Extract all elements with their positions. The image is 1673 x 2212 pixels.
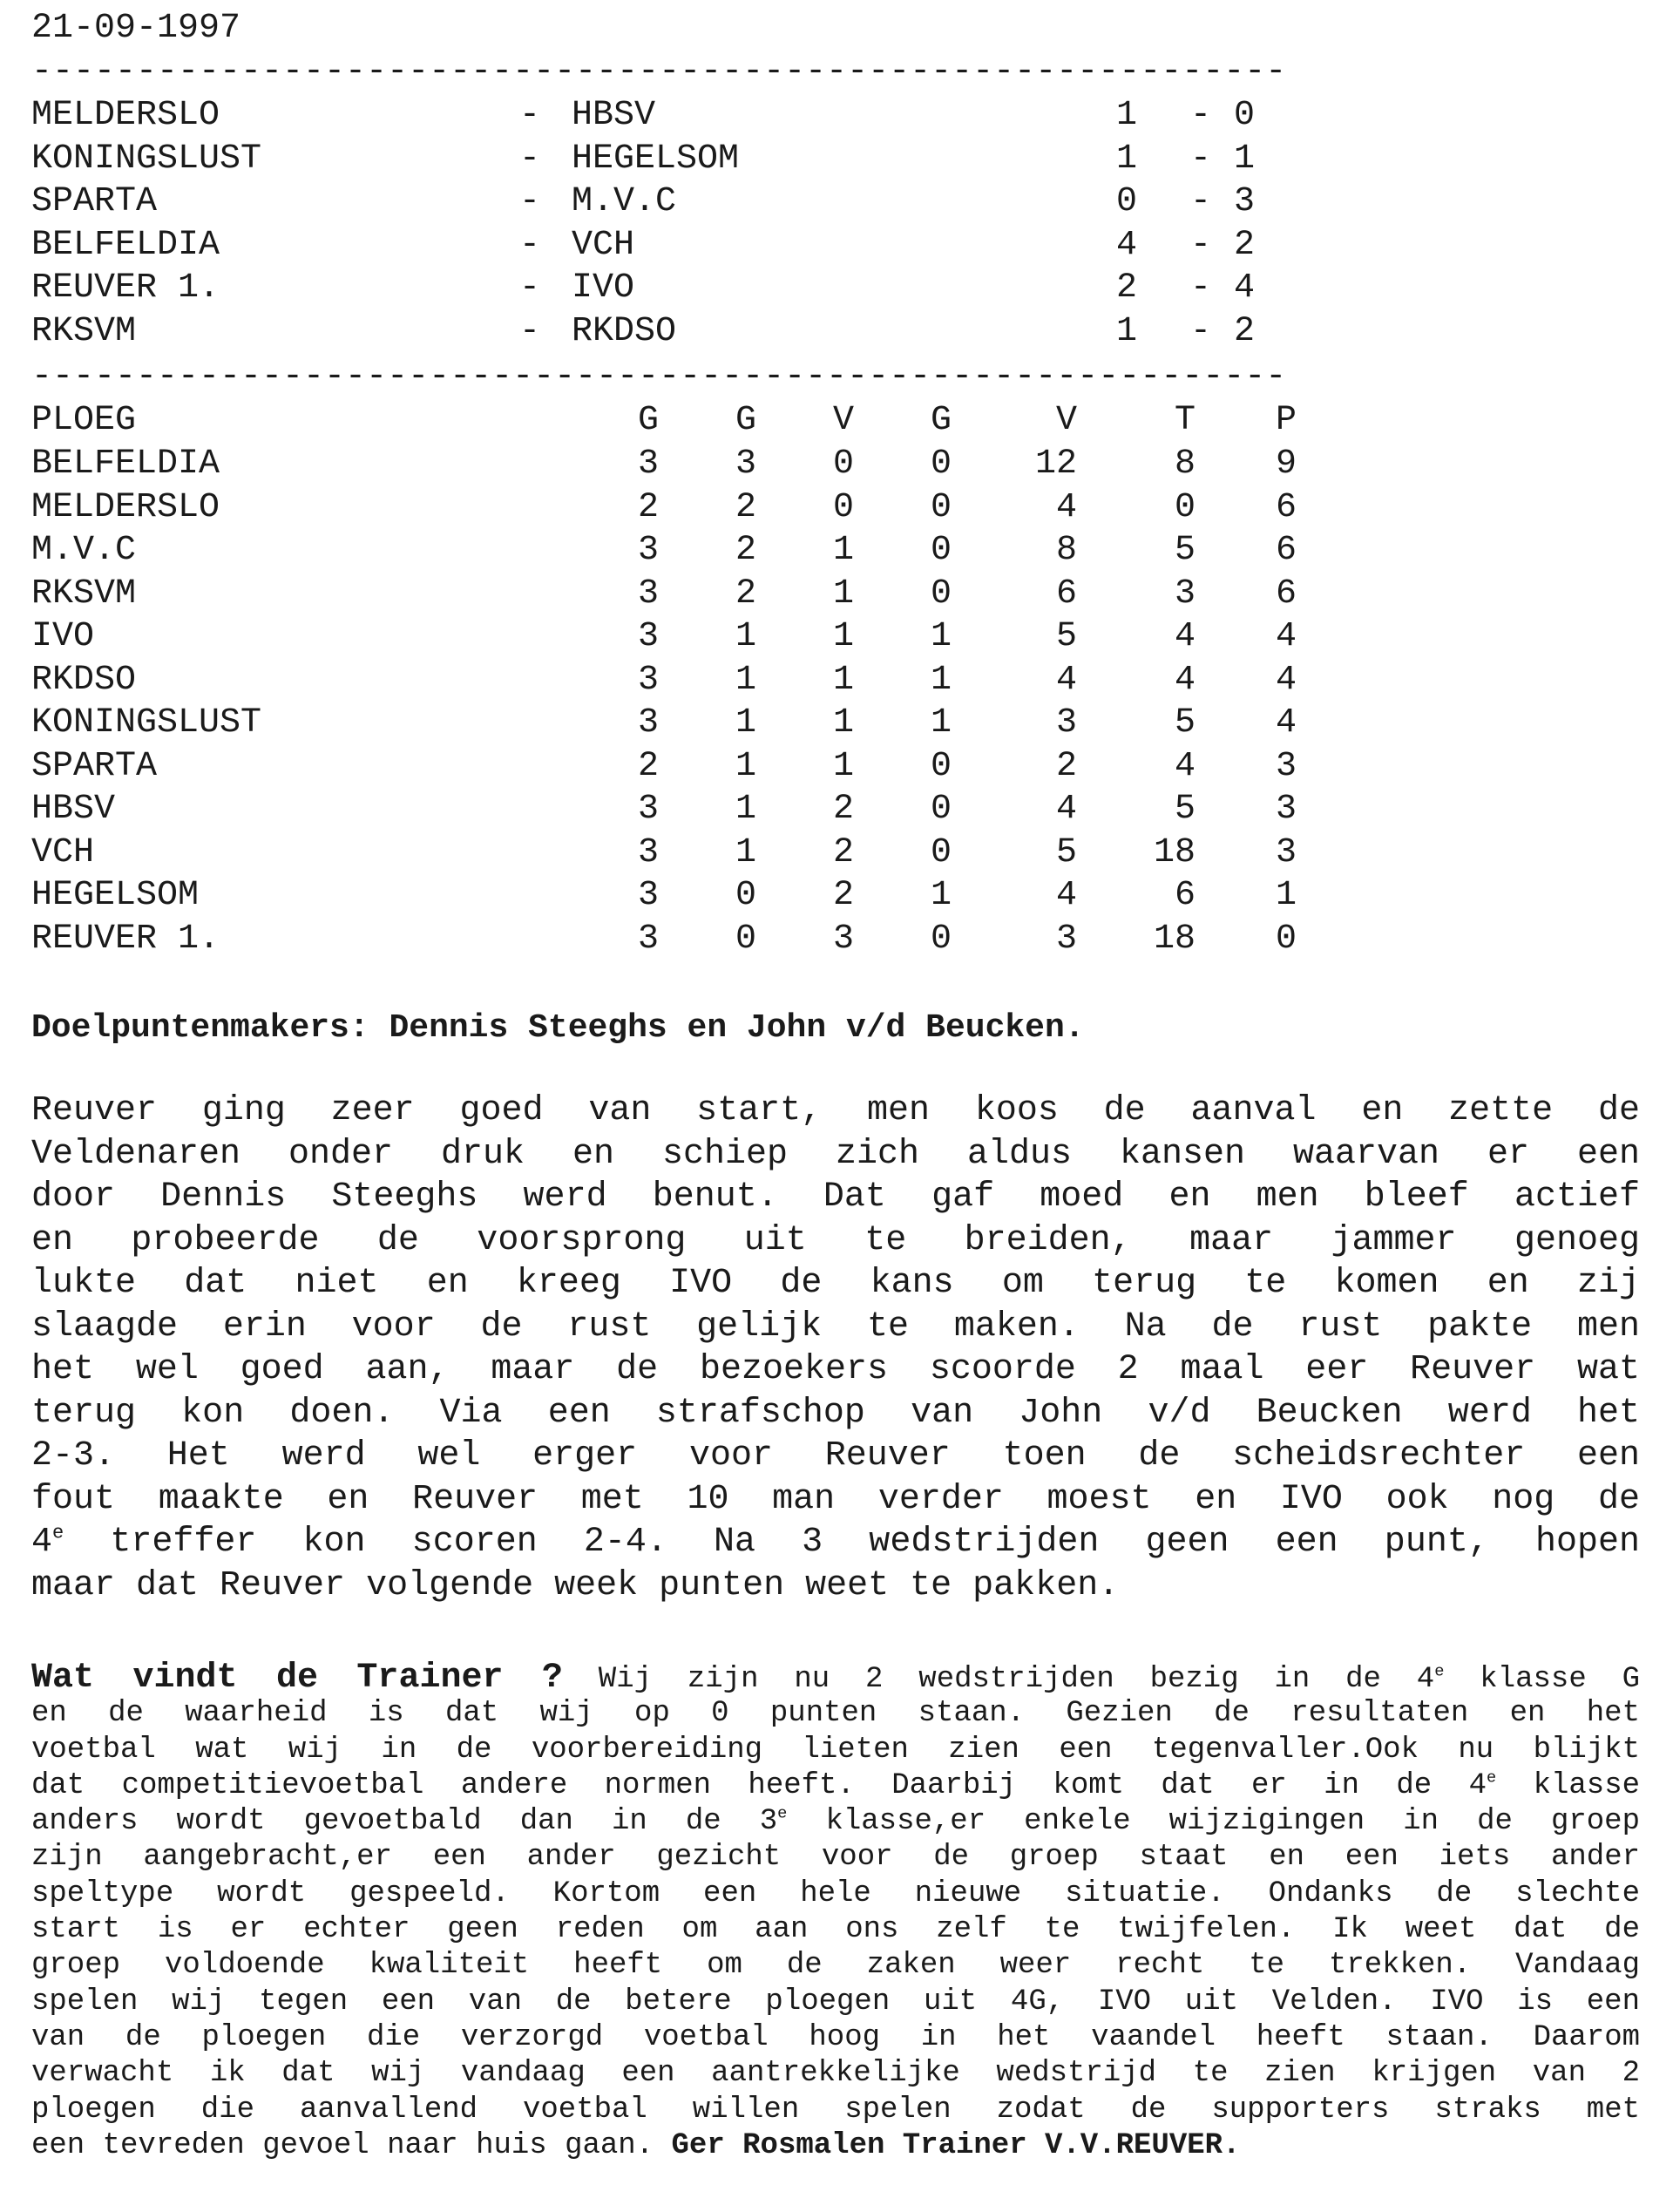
stat-cell: 4 <box>1174 660 1195 700</box>
report-line: Veldenaren onder druk en schiep zich aldus kansen waarvan er een <box>31 1134 1640 1174</box>
trainer-text: klasse <box>1496 1768 1641 1802</box>
stat-cell: 0 <box>930 746 952 786</box>
stat-cell: 0 <box>930 531 952 570</box>
home-team: SPARTA <box>31 182 158 221</box>
report-line: maar dat Reuver volgende week punten weet te pakken. <box>31 1565 1120 1605</box>
report-text: 4 <box>31 1523 53 1562</box>
dash: - <box>1190 182 1212 221</box>
stat-cell: 2 <box>735 487 756 527</box>
stat-cell: 4 <box>1055 876 1077 915</box>
result-row <box>31 94 1338 138</box>
report-line: lukte dat niet en kreeg IVO de kans om terug te komen en zij <box>31 1264 1640 1303</box>
result-row <box>31 267 1338 310</box>
standings-row <box>31 918 1338 961</box>
stat-cell: G <box>735 401 756 440</box>
dash: - <box>519 182 541 221</box>
stat-cell: 3 <box>637 531 659 570</box>
trainer-line: start is er echter geen reden om aan ons zelf te twijfelen. Ik weet dat de <box>31 1913 1640 1947</box>
stat-cell: 3 <box>1174 573 1195 614</box>
stat-cell: 0 <box>930 444 952 484</box>
trainer-text: klasse G <box>1444 1663 1640 1696</box>
standings-row <box>31 788 1338 831</box>
standings-row <box>31 443 1338 486</box>
stat-cell: 12 <box>1034 444 1077 484</box>
stat-cell: 6 <box>1275 531 1297 570</box>
home-score: 2 <box>1116 268 1138 308</box>
report-line: 2-3. Het werd wel erger voor Reuver toen de scheidsrechter een <box>31 1436 1640 1476</box>
report-line: door Dennis Steeghs werd benut. Dat gaf moed en men bleef actief <box>31 1177 1640 1217</box>
stat-cell: T <box>1174 401 1195 440</box>
stat-cell: 2 <box>832 832 854 872</box>
report-line: het wel goed aan, maar de bezoekers scoorde 2 maal eer Reuver wat <box>31 1350 1640 1389</box>
scorers-line: Doelpuntenmakers: Dennis Steeghs en John v/d Beucken. <box>31 1009 1085 1047</box>
trainer-heading: Wat vindt de Trainer ? <box>31 1659 563 1698</box>
team-name: RKDSO <box>31 660 137 700</box>
stat-cell: 5 <box>1055 832 1077 872</box>
stat-cell: 6 <box>1174 876 1195 915</box>
stat-cell: 1 <box>832 746 854 786</box>
team-name: KONINGSLUST <box>31 703 262 743</box>
stat-cell: 1 <box>735 746 756 786</box>
stat-cell: 0 <box>930 832 952 872</box>
dash: - <box>519 225 541 265</box>
dash: - <box>519 311 541 351</box>
stat-cell: 3 <box>637 790 659 829</box>
standings-row <box>31 573 1338 616</box>
stat-cell: 0 <box>735 919 756 959</box>
separator-top: ------------------------------------------------------------ <box>31 52 1286 92</box>
stat-cell: G <box>930 401 952 440</box>
away-team: IVO <box>572 268 635 308</box>
match-report <box>31 1089 1640 1607</box>
signature: Ger Rosmalen Trainer V.V.REUVER. <box>671 2128 1241 2162</box>
stat-cell: 8 <box>1055 531 1077 570</box>
stat-cell: 3 <box>1275 746 1297 786</box>
home-team: RKSVM <box>31 311 137 351</box>
trainer-line <box>31 1768 1640 1804</box>
away-score: 2 <box>1234 311 1256 351</box>
trainer-line <box>31 1660 1640 1696</box>
team-name: SPARTA <box>31 746 158 786</box>
stat-cell: 2 <box>735 531 756 570</box>
dash: - <box>519 96 541 135</box>
report-line: terug kon doen. Via een strafschop van John v/d Beucken werd het <box>31 1393 1640 1433</box>
away-team: VCH <box>572 225 635 265</box>
stat-cell: 1 <box>735 832 756 872</box>
standings-row <box>31 702 1338 745</box>
home-score: 1 <box>1116 139 1138 179</box>
separator-middle: ------------------------------------------------------------ <box>31 357 1286 397</box>
away-team: HBSV <box>572 96 656 135</box>
team-name: PLOEG <box>31 401 137 440</box>
stat-cell: 0 <box>832 487 854 527</box>
stat-cell: 6 <box>1275 487 1297 527</box>
stat-cell: 3 <box>637 832 659 872</box>
trainer-line: verwacht ik dat wij vandaag een aantrekkelijke wedstrijd te zien krijgen van 2 <box>31 2057 1640 2091</box>
trainer-line: voetbal wat wij in de voorbereiding lieten zien een tegenvaller.Ook nu blijkt <box>31 1733 1640 1767</box>
superscript: e <box>777 1803 788 1823</box>
stat-cell: 3 <box>637 444 659 484</box>
standings-header <box>31 399 1338 443</box>
team-name: M.V.C <box>31 531 137 570</box>
trainer-line: spelen wij tegen een van de betere ploegen uit 4G, IVO uit Velden. IVO is een <box>31 1985 1640 2019</box>
home-team: KONINGSLUST <box>31 139 262 179</box>
stat-cell: 1 <box>930 660 952 700</box>
trainer-line: en de waarheid is dat wij op 0 punten staan. Gezien de resultaten en het <box>31 1697 1640 1731</box>
stat-cell: 3 <box>1275 832 1297 872</box>
stat-cell: V <box>1055 401 1077 440</box>
trainer-line: zijn aangebracht,er een ander gezicht voor de groep staat en een iets ander <box>31 1841 1640 1875</box>
dash: - <box>519 139 541 179</box>
stat-cell: 2 <box>1055 746 1077 786</box>
report-line: fout maakte en Reuver met 10 man verder moest en IVO ook nog de <box>31 1479 1640 1519</box>
stat-cell: 4 <box>1055 487 1077 527</box>
stat-cell: 3 <box>637 919 659 959</box>
team-name: VCH <box>31 832 95 872</box>
stat-cell: 0 <box>1174 487 1195 527</box>
stat-cell: 3 <box>1275 790 1297 829</box>
away-score: 0 <box>1234 96 1256 135</box>
away-score: 2 <box>1234 225 1256 265</box>
stat-cell: 1 <box>832 531 854 570</box>
home-score: 1 <box>1116 311 1138 351</box>
result-row <box>31 310 1338 354</box>
trainer-text: Wij zijn nu 2 wedstrijden bezig in de 4 <box>562 1663 1435 1696</box>
dash: - <box>1190 225 1212 265</box>
home-score: 0 <box>1116 182 1138 221</box>
stat-cell: 1 <box>832 660 854 700</box>
trainer-line: groep voldoende kwaliteit heeft om de zaken weer recht te trekken. Vandaag <box>31 1949 1640 1983</box>
match-date: 21-09-1997 <box>31 9 241 48</box>
standings-row <box>31 745 1338 789</box>
stat-cell: 3 <box>637 703 659 743</box>
away-team: RKDSO <box>572 311 677 351</box>
trainer-text: dat competitievoetbal andere normen heeft. Daarbij komt dat er in de 4 <box>31 1768 1487 1802</box>
stat-cell: 2 <box>735 573 756 614</box>
trainer-line: speltype wordt gespeeld. Kortom een hele nieuwe situatie. Ondanks de slechte <box>31 1876 1640 1910</box>
trainer-line <box>31 1804 1640 1840</box>
stat-cell: 4 <box>1174 746 1195 786</box>
stat-cell: 18 <box>1153 919 1195 959</box>
team-name: REUVER 1. <box>31 919 220 959</box>
dash: - <box>1190 268 1212 308</box>
result-row <box>31 138 1338 181</box>
stat-cell: V <box>832 401 854 440</box>
home-team: MELDERSLO <box>31 96 220 135</box>
stat-cell: 0 <box>735 876 756 915</box>
stat-cell: G <box>637 401 659 440</box>
stat-cell: 6 <box>1275 573 1297 614</box>
report-line: Reuver ging zeer goed van start, men koos de aanval en zette de <box>31 1091 1640 1130</box>
team-name: RKSVM <box>31 573 137 614</box>
stat-cell: 4 <box>1055 790 1077 829</box>
dash: - <box>1190 139 1212 179</box>
stat-cell: 3 <box>637 617 659 656</box>
stat-cell: 3 <box>1055 703 1077 743</box>
standings-row <box>31 831 1338 875</box>
stat-cell: 0 <box>1275 919 1297 959</box>
stat-cell: 1 <box>832 703 854 743</box>
home-score: 4 <box>1116 225 1138 265</box>
stat-cell: 0 <box>930 573 952 614</box>
away-team: HEGELSOM <box>572 139 740 179</box>
stat-cell: 4 <box>1275 617 1297 656</box>
trainer-line: ploegen die aanvallend voetbal willen spelen zodat de supporters straks met <box>31 2093 1640 2127</box>
stat-cell: 3 <box>637 876 659 915</box>
stat-cell: 1 <box>930 703 952 743</box>
stat-cell: 0 <box>930 487 952 527</box>
stat-cell: 0 <box>930 790 952 829</box>
stat-cell: 1 <box>930 617 952 656</box>
stat-cell: 1 <box>735 617 756 656</box>
stat-cell: 1 <box>1275 876 1297 915</box>
stat-cell: 5 <box>1174 790 1195 829</box>
stat-cell: 2 <box>637 487 659 527</box>
standings-row <box>31 486 1338 530</box>
stat-cell: 4 <box>1055 660 1077 700</box>
standings-row <box>31 659 1338 702</box>
stat-cell: 3 <box>832 919 854 959</box>
report-line: slaagde erin voor de rust gelijk te maken. Na de rust pakte men <box>31 1306 1640 1347</box>
away-score: 4 <box>1234 268 1256 308</box>
stat-cell: 4 <box>1275 703 1297 743</box>
result-row <box>31 224 1338 268</box>
stat-cell: 4 <box>1275 660 1297 700</box>
home-score: 1 <box>1116 96 1138 135</box>
stat-cell: 4 <box>1174 617 1195 656</box>
superscript: e <box>1434 1661 1445 1681</box>
trainer-line <box>31 2128 1640 2164</box>
stat-cell: 1 <box>832 617 854 656</box>
away-score: 1 <box>1234 139 1256 179</box>
trainer-text: klasse,er enkele wijzigingen in de groep <box>787 1805 1640 1839</box>
home-team: BELFELDIA <box>31 225 220 265</box>
stat-cell: 1 <box>735 790 756 829</box>
dash: - <box>1190 96 1212 135</box>
document-page <box>31 0 1652 2212</box>
stat-cell: 0 <box>930 919 952 959</box>
trainer-text: anders wordt gevoetbald dan in de 3 <box>31 1805 778 1839</box>
team-name: IVO <box>31 617 95 656</box>
stat-cell: 6 <box>1055 573 1077 614</box>
stat-cell: 1 <box>930 876 952 915</box>
home-team: REUVER 1. <box>31 268 220 308</box>
stat-cell: 1 <box>832 573 854 614</box>
superscript: e <box>1486 1768 1497 1788</box>
superscript: e <box>52 1522 64 1544</box>
stat-cell: 2 <box>637 746 659 786</box>
away-score: 3 <box>1234 182 1256 221</box>
stat-cell: P <box>1275 401 1297 440</box>
report-line <box>31 1521 1640 1564</box>
dash: - <box>1190 311 1212 351</box>
stat-cell: 5 <box>1174 703 1195 743</box>
report-text: treffer kon scoren 2-4. Na 3 wedstrijden geen een punt, hopen <box>64 1523 1640 1562</box>
standings-row <box>31 615 1338 659</box>
stat-cell: 3 <box>1055 919 1077 959</box>
stat-cell: 3 <box>637 660 659 700</box>
trainer-line: van de ploegen die verzorgd voetbal hoog in het vaandel heeft staan. Daarom <box>31 2020 1640 2054</box>
stat-cell: 2 <box>832 876 854 915</box>
stat-cell: 0 <box>832 444 854 484</box>
standings-row <box>31 529 1338 573</box>
stat-cell: 5 <box>1174 531 1195 570</box>
team-name: HBSV <box>31 790 116 829</box>
stat-cell: 2 <box>832 790 854 829</box>
result-row <box>31 180 1338 224</box>
team-name: HEGELSOM <box>31 876 200 915</box>
trainer-section <box>31 1660 1640 2164</box>
team-name: MELDERSLO <box>31 487 220 527</box>
stat-cell: 18 <box>1153 832 1195 872</box>
standings-row <box>31 874 1338 918</box>
trainer-text: een tevreden gevoel naar huis gaan. <box>31 2128 672 2162</box>
report-line: en probeerde de voorsprong uit te breiden, maar jammer genoeg <box>31 1220 1640 1260</box>
stat-cell: 1 <box>735 703 756 743</box>
stat-cell: 3 <box>637 573 659 614</box>
away-team: M.V.C <box>572 182 677 221</box>
stat-cell: 3 <box>735 444 756 484</box>
stat-cell: 8 <box>1174 444 1195 484</box>
team-name: BELFELDIA <box>31 444 220 484</box>
stat-cell: 5 <box>1055 617 1077 656</box>
stat-cell: 9 <box>1275 444 1297 484</box>
dash: - <box>519 268 541 308</box>
stat-cell: 1 <box>735 660 756 700</box>
